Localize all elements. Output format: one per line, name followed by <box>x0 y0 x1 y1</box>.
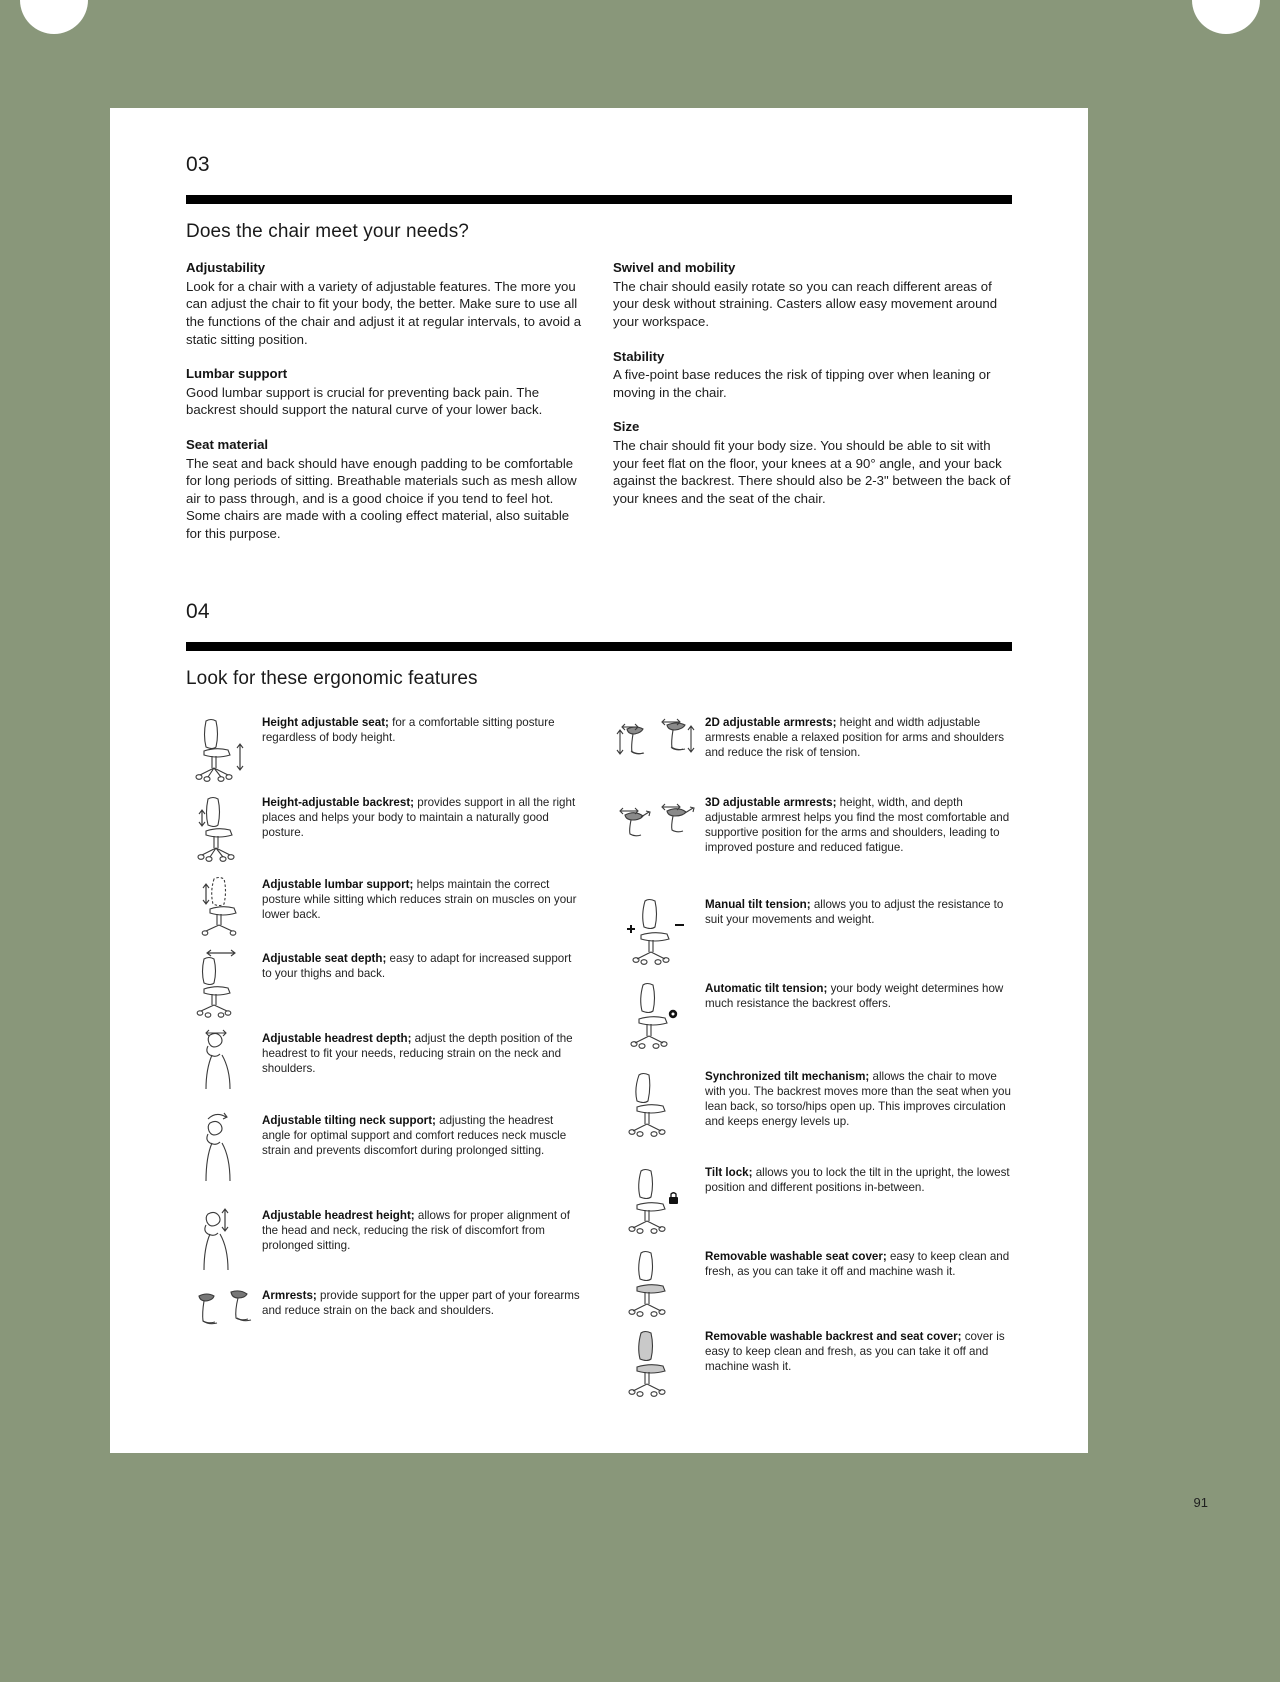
feature-text <box>262 1109 584 1159</box>
block-heading: Adjustability <box>186 260 266 276</box>
feature-text <box>705 711 1011 761</box>
section-04-number: 04 <box>186 599 210 623</box>
feature-text <box>262 1027 584 1077</box>
chair-backrest-height-icon <box>186 791 262 863</box>
text-block <box>186 365 584 419</box>
section-03 <box>186 153 1012 543</box>
feature-desc: allows you to lock the tilt in the upright, the lowest position and different positions in-between. <box>705 1165 1010 1194</box>
feature-desc: your body weight determines how much resistance the backrest offers. <box>705 981 1004 1010</box>
feature-item <box>613 977 1011 1065</box>
chair-lumbar-support-icon <box>186 873 262 937</box>
feature-item <box>186 791 584 873</box>
text-block <box>186 436 584 543</box>
feature-grid <box>186 711 1012 1405</box>
feature-desc: allows for proper alignment of the head and neck, reducing the risk of discomfort from prolonged sitting. <box>262 1208 570 1253</box>
feature-term: Adjustable lumbar support; <box>262 877 414 891</box>
armrest-2d-icon <box>613 711 705 775</box>
chair-seat-height-icon <box>186 711 262 783</box>
feature-desc: helps maintain the correct posture while sitting which reduces strain on muscles on your lower back. <box>262 877 577 922</box>
feature-item <box>613 1161 1011 1245</box>
document-page <box>110 108 1088 1453</box>
armrests-icon <box>186 1284 262 1342</box>
feature-desc: cover is easy to keep clean and fresh, as you can take it off and machine wash it. <box>705 1329 1005 1374</box>
feature-desc: adjusting the headrest angle for optimal support and comfort reduces neck muscle strain and prevents discomfort during prolonged sitting. <box>262 1113 567 1158</box>
page-content <box>186 153 1012 1405</box>
section-03-rule <box>186 195 1012 204</box>
feature-text <box>262 947 584 981</box>
corner-notch-right <box>1192 0 1260 34</box>
block-body: The seat and back should have enough padding to be comfortable for long periods of sitting. Breathable materials such as mesh allow air to pass through, and is a good choice if you tend to feel hot. Some chairs are made with a cooling effect material, also suitable for this purpose. <box>186 455 577 541</box>
feature-term: Adjustable headrest depth; <box>262 1031 412 1045</box>
feature-desc: provides support in all the right places and helps your body to maintain a naturally good posture. <box>262 795 576 840</box>
feature-item <box>613 711 1011 791</box>
feature-item <box>186 1027 584 1109</box>
feature-term: Removable washable backrest and seat cover; <box>705 1329 962 1343</box>
feature-text <box>705 1325 1011 1375</box>
feature-term: Adjustable tilting neck support; <box>262 1113 436 1127</box>
synchronized-tilt-icon <box>613 1065 705 1139</box>
feature-text <box>262 873 584 923</box>
block-heading: Seat material <box>186 437 269 452</box>
feature-text <box>705 1245 1011 1279</box>
headrest-tilt-icon <box>186 1109 262 1189</box>
headrest-height-icon <box>186 1204 262 1276</box>
feature-text <box>705 791 1011 856</box>
feature-item <box>613 1325 1011 1405</box>
block-heading: Stability <box>613 348 665 364</box>
feature-term: Automatic tilt tension; <box>705 981 828 995</box>
feature-column-left <box>186 711 584 1405</box>
feature-desc: allows you to adjust the resistance to suit your movements and weight. <box>705 897 1004 926</box>
feature-desc: easy to keep clean and fresh, as you can take it off and machine wash it. <box>705 1249 1010 1278</box>
block-heading: Lumbar support <box>186 366 288 382</box>
section-03-left-column <box>186 259 584 542</box>
text-block <box>613 259 1011 330</box>
feature-desc: adjust the depth position of the headrest to fit your needs, reducing strain on the neck and shoulders. <box>262 1031 573 1076</box>
feature-item <box>186 1204 584 1284</box>
feature-desc: for a comfortable sitting posture regardless of body height. <box>262 715 555 744</box>
feature-item <box>186 1284 584 1360</box>
feature-term: 3D adjustable armrests; <box>705 795 837 809</box>
feature-text <box>705 893 1011 927</box>
text-block <box>613 348 1011 402</box>
corner-notch-left <box>20 0 88 34</box>
section-03-columns <box>186 259 1012 542</box>
block-body: Look for a chair with a variety of adjustable features. The more you can adjust the chair to fit your body, the better. Make sure to use all the functions of the chair and adjust it at regular intervals, to avoid a static sitting position. <box>186 278 582 347</box>
feature-text <box>262 1204 584 1254</box>
feature-term: Synchronized tilt mechanism; <box>705 1069 870 1083</box>
feature-column-right <box>613 711 1011 1405</box>
feature-item <box>186 947 584 1027</box>
feature-item <box>186 1109 584 1204</box>
manual-tilt-tension-icon <box>613 893 705 967</box>
block-heading: Swivel and mobility <box>613 260 736 276</box>
feature-desc: height, width, and depth adjustable armrest helps you find the most comfortable and supportive position for the arms and shoulders, leading to improved posture and reduced fatigue. <box>705 795 1010 855</box>
section-04 <box>186 600 1012 1405</box>
feature-term: Height adjustable seat; <box>262 715 389 729</box>
feature-desc: height and width adjustable armrests enable a relaxed position for arms and shoulders and reduce the risk of tension. <box>705 715 1005 760</box>
feature-text <box>705 1161 1011 1195</box>
feature-desc: provide support for the upper part of your forearms and reduce strain on the back and shoulders. <box>262 1288 580 1317</box>
tilt-lock-icon <box>613 1161 705 1235</box>
block-body: The chair should easily rotate so you can reach different areas of your desk without straining. Casters allow easy movement around your workspace. <box>613 278 998 329</box>
section-03-title: Does the chair meet your needs? <box>186 221 469 243</box>
armrest-3d-icon <box>613 791 705 855</box>
feature-term: Manual tilt tension; <box>705 897 811 911</box>
feature-term: Height-adjustable backrest; <box>262 795 415 809</box>
section-04-rule <box>186 642 1012 651</box>
feature-term: Armrests; <box>262 1288 317 1302</box>
feature-item <box>186 711 584 791</box>
text-block <box>613 418 1011 507</box>
feature-text <box>705 977 1011 1011</box>
block-body: Good lumbar support is crucial for preventing back pain. The backrest should support the natural curve of your lower back. <box>186 384 543 418</box>
feature-item <box>613 1245 1011 1325</box>
feature-item <box>613 791 1011 893</box>
feature-term: Adjustable seat depth; <box>262 951 387 965</box>
block-body: The chair should fit your body size. You should be able to sit with your feet flat on the floor, your knees at a 90° angle, and your back against the backrest. There should also be 2-3" between the back of your knees and the seat of the chair. <box>613 438 1011 506</box>
headrest-depth-icon <box>186 1027 262 1099</box>
block-heading: Size <box>613 419 640 435</box>
removable-backrest-seat-cover-icon <box>613 1325 705 1399</box>
feature-item <box>613 893 1011 977</box>
chair-seat-depth-icon <box>186 947 262 1019</box>
feature-term: Tilt lock; <box>705 1165 753 1179</box>
section-04-title: Look for these ergonomic features <box>186 667 478 689</box>
removable-seat-cover-icon <box>613 1245 705 1319</box>
feature-term: Removable washable seat cover; <box>705 1249 887 1263</box>
feature-text <box>262 711 584 745</box>
section-03-right-column <box>613 259 1011 542</box>
feature-text <box>262 1284 584 1318</box>
feature-text <box>262 791 584 841</box>
page-number: 91 <box>1193 1495 1208 1510</box>
automatic-tilt-tension-icon <box>613 977 705 1051</box>
feature-item <box>186 873 584 947</box>
text-block <box>186 259 584 348</box>
feature-desc: easy to adapt for increased support to your thighs and back. <box>262 951 572 980</box>
feature-desc: allows the chair to move with you. The backrest moves more than the seat when you lean back, so torso/hips open up. This improves circulation and keeps energy levels up. <box>705 1069 1011 1129</box>
block-body: A five-point base reduces the risk of tipping over when leaning or moving in the chair. <box>613 367 991 400</box>
section-03-number: 03 <box>186 153 210 176</box>
feature-text <box>705 1065 1011 1130</box>
feature-item <box>613 1065 1011 1161</box>
feature-term: 2D adjustable armrests; <box>705 715 837 729</box>
section-spacer <box>186 543 1012 600</box>
feature-term: Adjustable headrest height; <box>262 1208 415 1222</box>
